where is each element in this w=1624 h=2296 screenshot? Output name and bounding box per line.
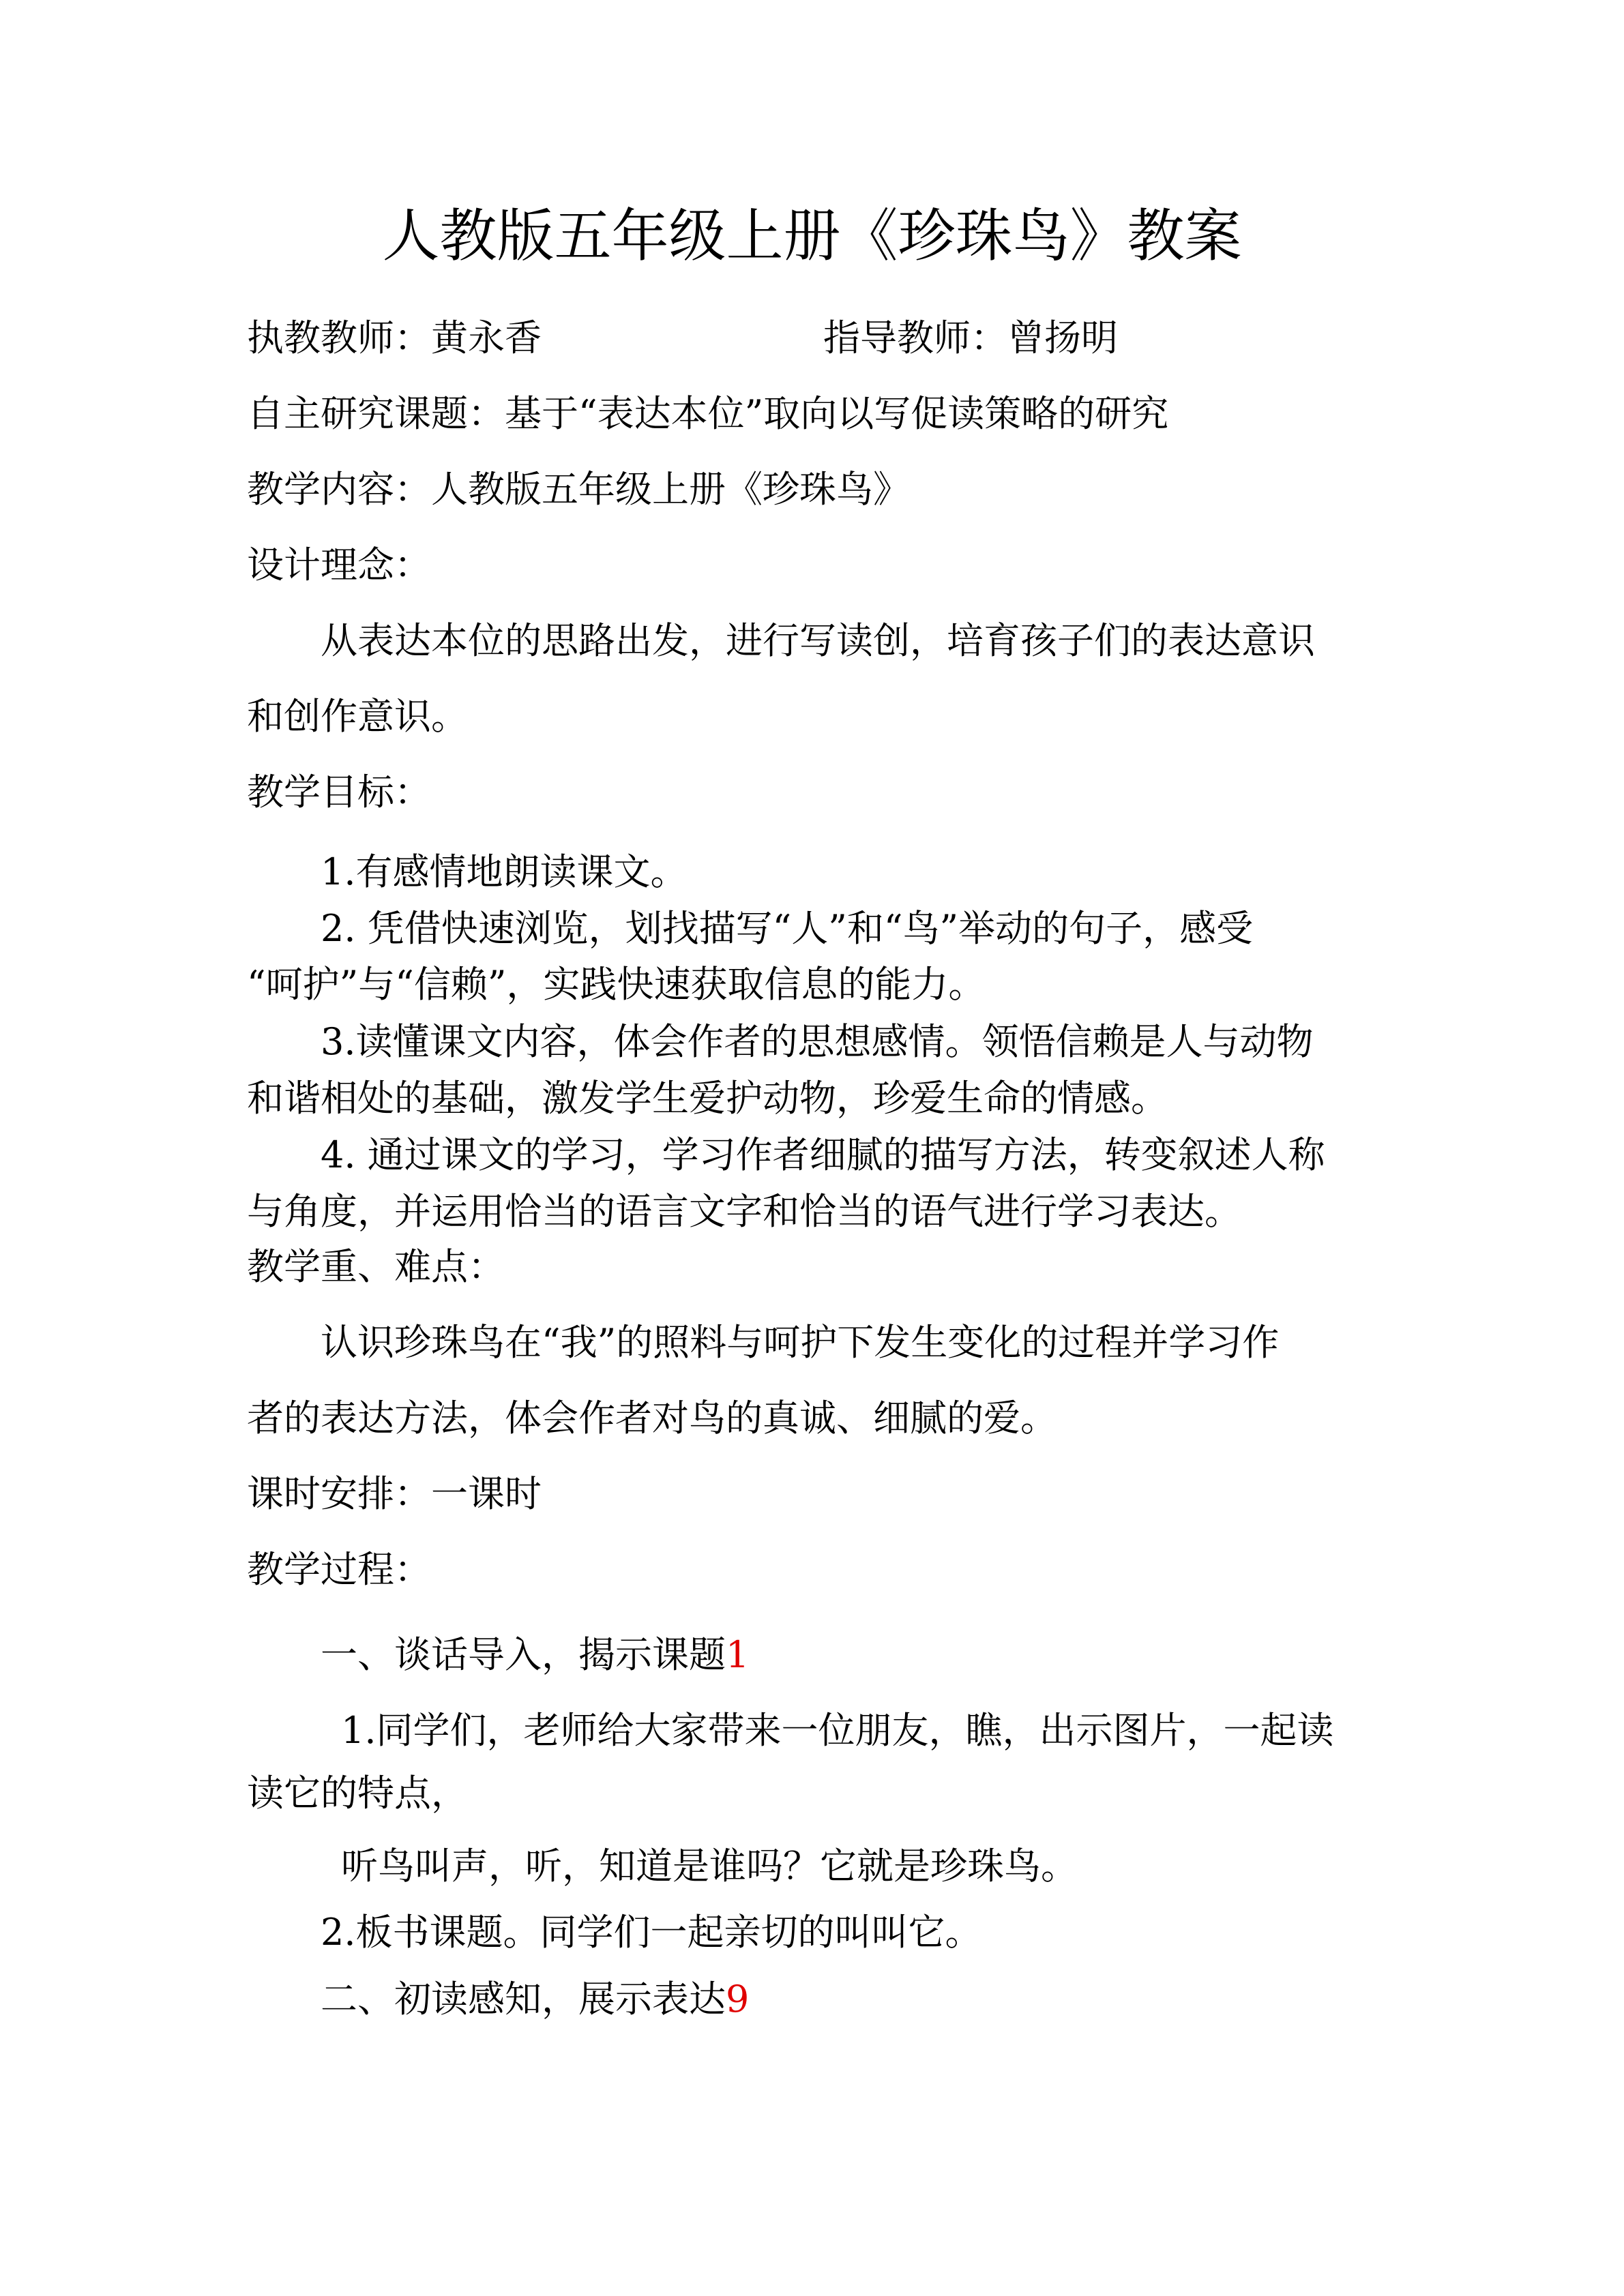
goal-3-line2: 和谐相处的基础，激发学生爱护动物，珍爱生命的情感。 [247,1077,1168,1120]
teacher-label: 执教教师： [247,316,431,359]
section-1-p1-line1: 1.同学们，老师给大家带来一位朋友，瞧，出示图片，一起读 [341,1709,1334,1752]
teacher-name: 黄永香 [431,316,542,359]
key-heading: 教学重、难点： [247,1245,505,1288]
goals-heading: 教学目标： [247,771,431,814]
schedule: 课时安排：一课时 [247,1472,542,1515]
guide-label: 指导教师： [823,316,1007,359]
design-text-line1: 从表达本位的思路出发，进行写读创，培育孩子们的表达意识 [321,619,1315,662]
section-1-p2: 听鸟叫声，听，知道是谁吗？它就是珍珠鸟。 [341,1845,1078,1888]
design-heading: 设计理念： [247,543,431,586]
research-topic: 自主研究课题：基于“表达本位”取向以写促读策略的研究 [247,392,1169,435]
section-1-title-text: 一、谈话导入，揭示课题 [321,1633,726,1676]
goal-2-line2: “呵护”与“信赖”，实践快速获取信息的能力。 [247,963,986,1006]
goal-2-line1: 2. 凭借快速浏览，划找描写“人”和“鸟”举动的句子，感受 [321,907,1254,950]
section-1-title [321,1633,749,1677]
key-text-line2: 者的表达方法，体会作者对鸟的真诚、细腻的爱。 [247,1397,1057,1440]
page-title: 人教版五年级上册《珍珠鸟》教案 [382,203,1242,269]
goal-4-line2: 与角度，并运用恰当的语言文字和恰当的语气进行学习表达。 [247,1190,1241,1233]
key-text-line1: 认识珍珠鸟在“我”的照料与呵护下发生变化的过程并学习作 [321,1321,1280,1364]
guide-name: 曾扬明 [1007,316,1118,359]
section-1-p1-line2: 读它的特点， [247,1772,468,1815]
guide-info [823,316,1118,360]
design-text-line2: 和创作意识。 [247,695,468,738]
section-1-mark: 1 [726,1633,750,1676]
section-2-title [321,1978,749,2021]
goal-3-line1: 3.读懂课文内容，体会作者的思想感情。领悟信赖是人与动物 [321,1020,1314,1063]
section-1-p3: 2.板书课题。同学们一起亲切的叫叫它。 [321,1911,982,1954]
teacher-info [247,316,542,360]
section-2-mark: 9 [726,1978,750,2021]
teaching-content: 教学内容：人教版五年级上册《珍珠鸟》 [247,468,910,511]
process-heading: 教学过程： [247,1548,431,1591]
goal-4-line1: 4. 通过课文的学习，学习作者细腻的描写方法，转变叙述人称 [321,1133,1325,1176]
section-2-title-text: 二、初读感知，展示表达 [321,1978,726,2021]
goal-1: 1.有感情地朗读课文。 [321,850,688,893]
